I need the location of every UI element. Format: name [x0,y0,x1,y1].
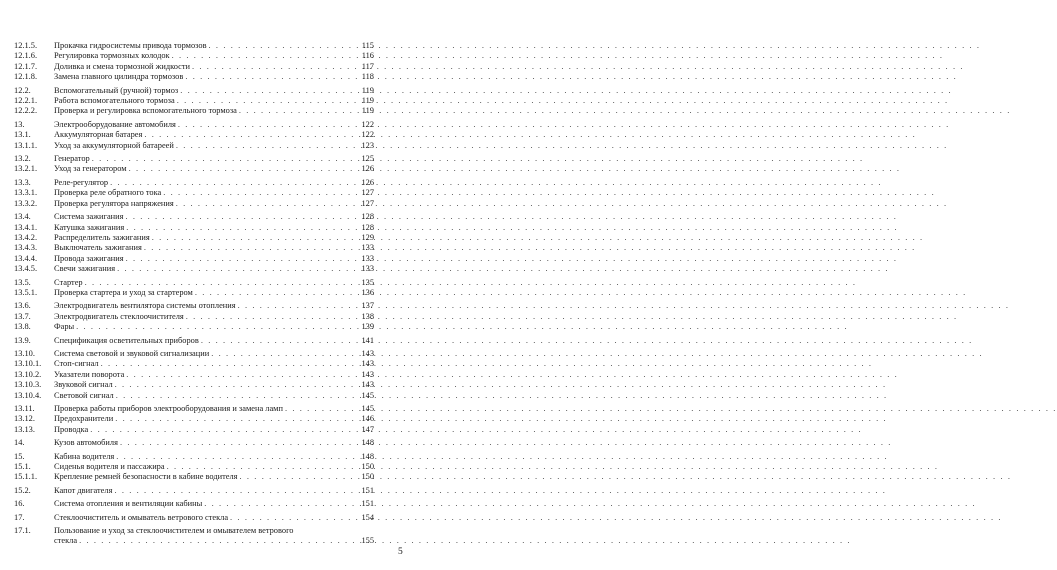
toc-entry-number: 13.10.2. [14,369,42,379]
toc-entry-page: 135 [361,277,374,287]
toc-entry-page: 122 [361,130,374,140]
toc-entry-title: Проверка регулятора напряжения [54,198,174,208]
toc-entry-title: Звуковой сигнал [54,380,113,390]
toc-entry [14,349,374,359]
toc-entry-number: 13.4. [14,212,31,222]
toc-entry-title: Электродвигатель вентилятора системы отопления [54,301,236,311]
toc-entry-number: 16. [14,499,25,509]
toc-leader-dots [108,178,354,188]
toc-entry-title: Система отопления и вентиляции кабины [54,499,203,509]
toc-entry-number: 15.1.1. [14,472,38,482]
toc-entry-number: 13.4.1. [14,222,38,232]
toc-entry-title: Провода зажигания [54,253,124,263]
toc-entry [14,243,374,253]
toc-leader-dots [283,404,354,414]
toc-entry-number: 12.2.1. [14,96,38,106]
toc-entry [14,106,374,116]
toc-entry-title: Проверка стартера и уход за стартером [54,287,193,297]
toc-entry-title: Кузов автомобиля [54,438,118,448]
toc-leader-dots [142,130,354,140]
toc-entry-title: Уход за генератором [54,164,127,174]
toc-entry-page: 126 [361,177,374,187]
toc-entry-number: 13.2.1. [14,164,38,174]
toc-leader-dots [199,336,354,346]
toc-entry [14,288,374,298]
toc-entry-title: Сиденья водителя и пассажира [54,462,165,472]
toc-entry [14,370,374,380]
toc-entry-title-continued: стекла [54,536,78,546]
toc-entry-page: 154 [361,512,374,522]
toc-entry-number: 13.9. [14,335,31,345]
toc-entry-number: 17. [14,512,25,522]
toc-entry-number: 13.2. [14,154,31,164]
toc-entry-title: Электрооборудование автомобиля [54,119,176,129]
page-number: 5 [398,547,403,557]
toc-entry-title: Капот двигателя [54,485,113,495]
toc-entry-number: 13.4.4. [14,253,38,263]
toc-entry-title: Система зажигания [54,212,124,222]
toc-entry-title: Распределитель зажигания [54,232,150,242]
toc-entry-number: 13.5.1. [14,287,38,297]
toc-entry [14,62,374,72]
toc-entry-page: 143 [361,359,374,369]
toc-entry-page: 150 [361,462,374,472]
toc-entry-number: 12.1.6. [14,51,38,61]
toc-leader-dots [190,62,354,72]
toc-entry [14,199,374,209]
toc-leader-dots [178,86,354,96]
toc-leader-dots [174,141,354,151]
toc-entry [14,72,374,82]
toc-entry-title: Проверка и регулировка вспомогательного тормоза [54,106,237,116]
toc-leader-dots [207,41,354,51]
toc-entry-title: Стеклоочиститель и омыватель ветрового стекла [54,512,229,522]
toc-entry-page: 150 [361,472,374,482]
toc-entry-number: 15.2. [14,485,31,495]
toc-leader-dots [118,438,354,448]
toc-entry-page: 126 [361,164,374,174]
toc-entry-page: 127 [361,188,374,198]
toc-entry-title: Вспомогательный (ручной) тормоз [54,85,179,95]
toc-entry-title: Крепление ремней безопасности в кабине водителя [54,472,238,482]
toc-leader-dots [112,486,354,496]
toc-leader-dots [83,278,354,288]
toc-entry-title: Кабина водителя [54,451,115,461]
toc-entry-title: Прокачка гидросистемы привода тормозов [54,41,207,50]
toc-entry-page: 118 [361,72,374,82]
toc-entry-page: 119 [361,96,374,106]
toc-entry-number: 12.1.5. [14,41,38,50]
toc-entry-page: 115 [361,41,374,50]
toc-entry [14,513,374,523]
toc-entry-number: 13.12. [14,414,35,424]
table-of-contents [14,41,374,546]
toc-entry-number: 12.1.7. [14,61,38,71]
toc-leader-dots [74,322,354,332]
toc-entry-number: 13.10.3. [14,380,42,390]
toc-leader-dots [161,188,354,198]
toc-entry-title: Стартер [54,277,83,287]
toc-entry [14,264,374,274]
toc-entry [14,130,374,140]
toc-entry [14,359,374,369]
toc-entry [14,212,374,222]
toc-leader-dots [176,120,354,130]
toc-entry-number: 12.1.8. [14,72,38,82]
toc-leader-dots [127,164,354,174]
toc-entry-number: 13.11. [14,404,35,413]
toc-leader-dots [236,301,354,311]
toc-leader-dots [170,51,354,61]
toc-entry [14,472,374,482]
toc-leader-dots [113,414,354,424]
toc-entry [14,452,374,462]
toc-entry-page: 138 [361,311,374,321]
toc-entry-page: 129 [361,232,374,242]
toc-leader-dots [99,359,354,369]
toc-entry-title: Световой сигнал [54,390,114,400]
toc-entry-title: Замена главного цилиндра тормозов [54,72,184,82]
toc-leader-dots [124,370,354,380]
toc-entry-page: 146 [361,414,374,424]
toc-entry [14,233,374,243]
toc-entry [14,438,374,448]
toc-entry [14,414,374,424]
toc-entry [14,154,374,164]
toc-leader-dots [165,462,354,472]
toc-entry-number: 13.5. [14,277,31,287]
toc-entry-title: Проверка работы приборов электрооборудования и замена ламп [54,404,283,413]
toc-entry-page: 143 [361,380,374,390]
toc-entry [14,462,374,472]
toc-entry-title: Проводка [54,424,89,434]
toc-leader-dots [150,233,354,243]
toc-leader-dots [90,154,354,164]
toc-entry [14,86,374,96]
toc-entry-page: 145 [361,390,374,400]
toc-entry [14,51,374,61]
toc-entry-page: 136 [361,287,374,297]
toc-entry-page: 116 [361,51,374,61]
toc-entry-title: Спецификация осветительных приборов [54,335,199,345]
toc-leader-dots [123,212,354,222]
toc-leader-dots [114,391,354,401]
toc-entry [14,312,374,322]
toc-entry-title: Катушка зажигания [54,222,125,232]
toc-entry-page: 137 [361,301,374,311]
toc-entry-page: 133 [361,264,374,274]
toc-entry-title: Свечи зажигания [54,264,116,274]
toc-entry-page: 139 [361,322,374,332]
toc-entry-number: 13.3. [14,177,31,187]
toc-entry [14,391,374,401]
toc-entry-number: 13.3.2. [14,198,38,208]
toc-entry-number: 13.1.1. [14,140,38,150]
toc-entry-number: 17.1. [14,526,31,536]
toc-entry-page: 141 [361,335,374,345]
toc-entry [14,486,374,496]
toc-entry-page: 148 [361,451,374,461]
toc-entry-number: 13.8. [14,322,31,332]
toc-entry-number: 12.2.2. [14,106,38,116]
toc-entry-page: 128 [361,212,374,222]
toc-entry [14,141,374,151]
toc-leader-dots [114,452,354,462]
toc-entry-number: 13.13. [14,424,35,434]
toc-entry-number: 12.2. [14,85,31,95]
toc-entry-title: Аккумуляторная батарея [54,130,143,140]
toc-leader-dots [88,425,354,435]
toc-leader-dots [77,536,354,546]
toc-entry [14,223,374,233]
toc-entry-page: 122 [361,119,374,129]
toc-entry-page: 125 [361,154,374,164]
toc-entry-page: 145 [361,404,374,413]
toc-entry-number: 13.10.1. [14,359,42,369]
toc-entry-page: 148 [361,438,374,448]
toc-entry-title: Реле-регулятор [54,177,109,187]
toc-entry-page: 143 [361,348,374,358]
toc-entry-page: 151 [361,485,374,495]
toc-entry [14,526,374,536]
toc-entry-page: 128 [361,222,374,232]
toc-entry [14,164,374,174]
toc-entry-page: 127 [361,198,374,208]
toc-entry-title: Предохранители [54,414,114,424]
toc-entry-title: Система световой и звуковой сигнализации [54,348,210,358]
toc-entry-number: 14. [14,438,25,448]
toc-entry-number: 13.4.3. [14,243,38,253]
toc-entry-title: Стоп-сигнал [54,359,99,369]
toc-leader-dots [202,499,354,509]
toc-entry-page: 133 [361,243,374,253]
toc-leader-dots [184,312,354,322]
toc-entry-title: Выключатель зажигания [54,243,142,253]
toc-entry [14,499,374,509]
toc-entry-title: Уход за аккумуляторной батареей [54,140,174,150]
toc-leader-dots [193,288,354,298]
toc-entry-title: Проверка реле обратного тока [54,188,162,198]
toc-entry-page: 117 [361,61,374,71]
toc-entry [14,254,374,264]
toc-entry [14,425,374,435]
toc-entry-title: Регулировка тормозных колодок [54,51,170,61]
toc-entry [14,322,374,332]
toc-entry-page: 143 [361,369,374,379]
toc-entry-number: 13.10.4. [14,390,42,400]
toc-leader-dots [124,254,354,264]
toc-entry-number: 13.4.2. [14,232,38,242]
toc-entry-title: Фары [54,322,75,332]
toc-entry-title: Пользование и уход за стеклоочистителем и омывателем ветрового [54,526,294,536]
toc-entry-number: 15.1. [14,462,31,472]
toc-leader-dots [228,513,354,523]
toc-leader-dots [124,223,354,233]
toc-entry-continuation [14,536,374,546]
toc-entry-number: 13.3.1. [14,188,38,198]
toc-leader-dots [113,380,354,390]
toc-leader-dots [175,96,354,106]
toc-entry-page: 119 [361,85,374,95]
toc-entry [14,41,374,51]
toc-entry [14,404,374,414]
toc-entry-number: 15. [14,451,25,461]
toc-entry-number: 13.6. [14,301,31,311]
toc-entry-page: 151 [361,499,374,509]
toc-leader-dots [237,106,354,116]
toc-entry-number: 13.1. [14,130,31,140]
toc-entry [14,278,374,288]
toc-entry [14,336,374,346]
toc-leader-dots [174,199,354,209]
toc-entry [14,96,374,106]
toc-entry-title: Доливка и смена тормозной жидкости [54,61,191,71]
toc-entry-page: 147 [361,424,374,434]
toc-leader-dots [209,349,354,359]
toc-entry-page: 119 [361,106,374,116]
toc-entry-title: Генератор [54,154,90,164]
toc-entry [14,188,374,198]
toc-entry-number: 13.10. [14,348,35,358]
toc-entry-title: Указатели поворота [54,369,125,379]
toc-entry [14,120,374,130]
toc-entry-page: 155 [361,536,374,546]
toc-entry [14,178,374,188]
toc-leader-dots [238,472,354,482]
toc-entry-page: 133 [361,253,374,263]
toc-leader-dots [183,72,354,82]
toc-entry-title: Работа вспомогательного тормоза [54,96,175,106]
toc-leader-dots [115,264,354,274]
toc-entry [14,301,374,311]
toc-leader-dots [142,243,354,253]
toc-entry-number: 13. [14,119,25,129]
toc-entry-title: Электродвигатель стеклоочистителя [54,311,184,321]
toc-entry [14,380,374,390]
toc-entry-page: 123 [361,140,374,150]
toc-entry-number: 13.7. [14,311,31,321]
toc-entry-number: 13.4.5. [14,264,38,274]
